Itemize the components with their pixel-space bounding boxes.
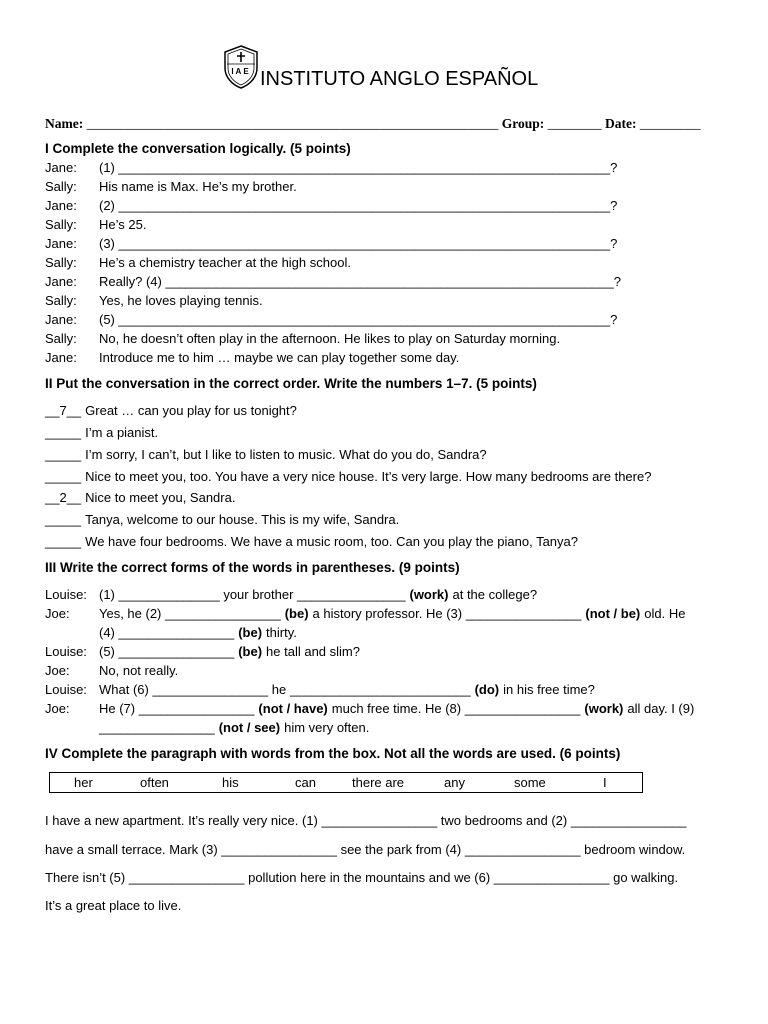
word-box-item: his [222,775,239,790]
order-number-blank[interactable]: __7__ [45,403,82,418]
list-item [45,425,158,440]
verb-hint-be: (be) [238,644,263,659]
order-number-blank[interactable]: _____ [45,534,82,549]
verb-hint-do: (do) [474,682,500,697]
dialogue-line: His name is Max. He’s my brother. [99,179,297,194]
date-label: Date: [605,116,637,131]
s3-blank-5[interactable]: (5) ________________ [99,644,235,659]
s3-speaker: Joe: [45,606,70,621]
list-item [45,403,297,418]
s3-line-4: (5) ________________ (be) he tall and slim? [99,644,360,659]
list-item [45,534,578,549]
speaker-label: Jane: [45,160,77,175]
section-2-heading: II Put the conversation in the correct order. Write the numbers 1–7. (5 points) [45,376,537,391]
list-item [45,512,399,527]
s3-speaker: Louise: [45,682,87,697]
word-box-item: her [74,775,93,790]
verb-hint-not-see: (not / see) [218,720,281,735]
page-title: INSTITUTO ANGLO ESPAÑOL [260,68,539,90]
s3-blank-1-2[interactable]: (1) ______________ your brother _______________ [99,587,406,602]
word-box-item: some [514,775,546,790]
dialogue-line: No, he doesn’t often play in the afternoon. He likes to play on Saturday morning. [99,331,561,346]
paragraph-line-4: It’s a great place to live. [45,898,182,913]
s3-line-6: What (6) ________________ he _________________________ (do) in his free time? [99,682,595,697]
verb-hint-not-be: (not / be) [585,606,641,621]
speaker-label: Jane: [45,198,77,213]
list-item [45,490,235,505]
answer-blank[interactable]: (3) ____________________________________________________________________? [99,236,618,251]
paragraph-line-3[interactable]: There isn’t (5) ________________ pollution here in the mountains and we (6) ________________ go walking. [45,870,679,885]
dialogue-line: Introduce me to him … maybe we can play together some day. [99,350,460,365]
speaker-label: Jane: [45,312,77,327]
s3-speaker: Louise: [45,644,87,659]
logo-letters: IAE [231,67,251,76]
answer-blank[interactable]: Really? (4) ______________________________________________________________? [99,274,621,289]
dialogue-line: He’s a chemistry teacher at the high school. [99,255,351,270]
word-box-item: can [295,775,316,790]
verb-hint-be: (be) [284,606,309,621]
verb-hint-work: (work) [409,587,449,602]
speaker-label: Sally: [45,179,77,194]
s3-blank-4[interactable]: (4) ________________ [99,625,235,640]
s3-line-1: (1) ______________ your brother _______________ (work) at the college? [99,587,538,602]
speaker-label: Jane: [45,274,77,289]
dialogue-line: Yes, he loves playing tennis. [99,293,263,308]
dialogue-line: Great … can you play for us tonight? [85,403,297,418]
dialogue-line: We have four bedrooms. We have a music room, too. Can you play the piano, Tanya? [85,534,578,549]
name-field[interactable]: _____________________________________________________________ [86,116,499,131]
answer-blank[interactable]: (5) ____________________________________________________________________? [99,312,618,327]
s3-blank-7[interactable]: He (7) ________________ [99,701,255,716]
order-number-blank[interactable]: __2__ [45,490,82,505]
s3-line-2: Yes, he (2) ________________ (be) a history professor. He (3) ________________ (not / be) old. He [99,606,686,621]
answer-blank[interactable]: (2) ____________________________________________________________________? [99,198,618,213]
dialogue-line: I’m a pianist. [85,425,159,440]
group-field[interactable]: ________ [547,116,602,131]
s3-line-5: No, not really. [99,663,179,678]
s3-line-7: He (7) ________________ (not / have) much free time. He (8) ________________ (work) all day. I (9) [99,701,695,716]
s3-speaker: Joe: [45,701,70,716]
dialogue-line: I’m sorry, I can’t, but I like to listen to music. What do you do, Sandra? [85,447,487,462]
word-box-item: there are [352,775,405,790]
answer-blank[interactable]: (1) ____________________________________________________________________? [99,160,618,175]
dialogue-line: He’s 25. [99,217,147,232]
s3-blank-2[interactable]: Yes, he (2) ________________ [99,606,281,621]
speaker-label: Sally: [45,293,77,308]
student-info-line [45,116,701,132]
school-logo [221,44,261,90]
speaker-label: Jane: [45,350,77,365]
s3-speaker: Louise: [45,587,87,602]
paragraph-line-1[interactable]: I have a new apartment. It’s really very nice. (1) ________________ two bedrooms and (2) ________________ [45,813,687,828]
date-field[interactable]: _________ [639,116,701,131]
section-4-heading: IV Complete the paragraph with words from the box. Not all the words are used. (6 points) [45,746,621,761]
dialogue-line: Nice to meet you, Sandra. [85,490,236,505]
list-item [45,469,651,484]
shield-crest-icon [221,44,261,90]
word-box-item: I [603,775,607,790]
paragraph-line-2[interactable]: have a small terrace. Mark (3) ________________ see the park from (4) ________________ bedroom window. [45,842,686,857]
dialogue-line: Tanya, welcome to our house. This is my wife, Sandra. [85,512,400,527]
verb-hint-be: (be) [238,625,263,640]
section-1-heading: I Complete the conversation logically. (5 points) [45,141,351,156]
word-box-item: any [444,775,465,790]
s3-line-3: (4) ________________ (be) thirty. [99,625,297,640]
order-number-blank[interactable]: _____ [45,425,82,440]
speaker-label: Sally: [45,217,77,232]
order-number-blank[interactable]: _____ [45,469,82,484]
verb-hint-work: (work) [584,701,624,716]
word-box-item: often [140,775,169,790]
s3-blank-3[interactable]: a history professor. He (3) ________________ [312,606,582,621]
s3-blank-6[interactable]: What (6) ________________ he _________________________ [99,682,471,697]
word-box [49,772,643,793]
group-label: Group: [501,116,545,131]
s3-speaker: Joe: [45,663,70,678]
dialogue-line: Nice to meet you, too. You have a very nice house. It’s very large. How many bedrooms are there? [85,469,652,484]
s3-blank-9[interactable]: ________________ [99,720,215,735]
list-item [45,447,487,462]
s3-blank-8[interactable]: much free time. He (8) ________________ [331,701,581,716]
section-3-heading: III Write the correct forms of the words in parentheses. (9 points) [45,560,460,575]
speaker-label: Sally: [45,331,77,346]
order-number-blank[interactable]: _____ [45,512,82,527]
s3-line-8: ________________ (not / see) him very often. [99,720,370,735]
name-label: Name: [45,116,84,131]
speaker-label: Jane: [45,236,77,251]
speaker-label: Sally: [45,255,77,270]
order-number-blank[interactable]: _____ [45,447,82,462]
verb-hint-not-have: (not / have) [258,701,328,716]
